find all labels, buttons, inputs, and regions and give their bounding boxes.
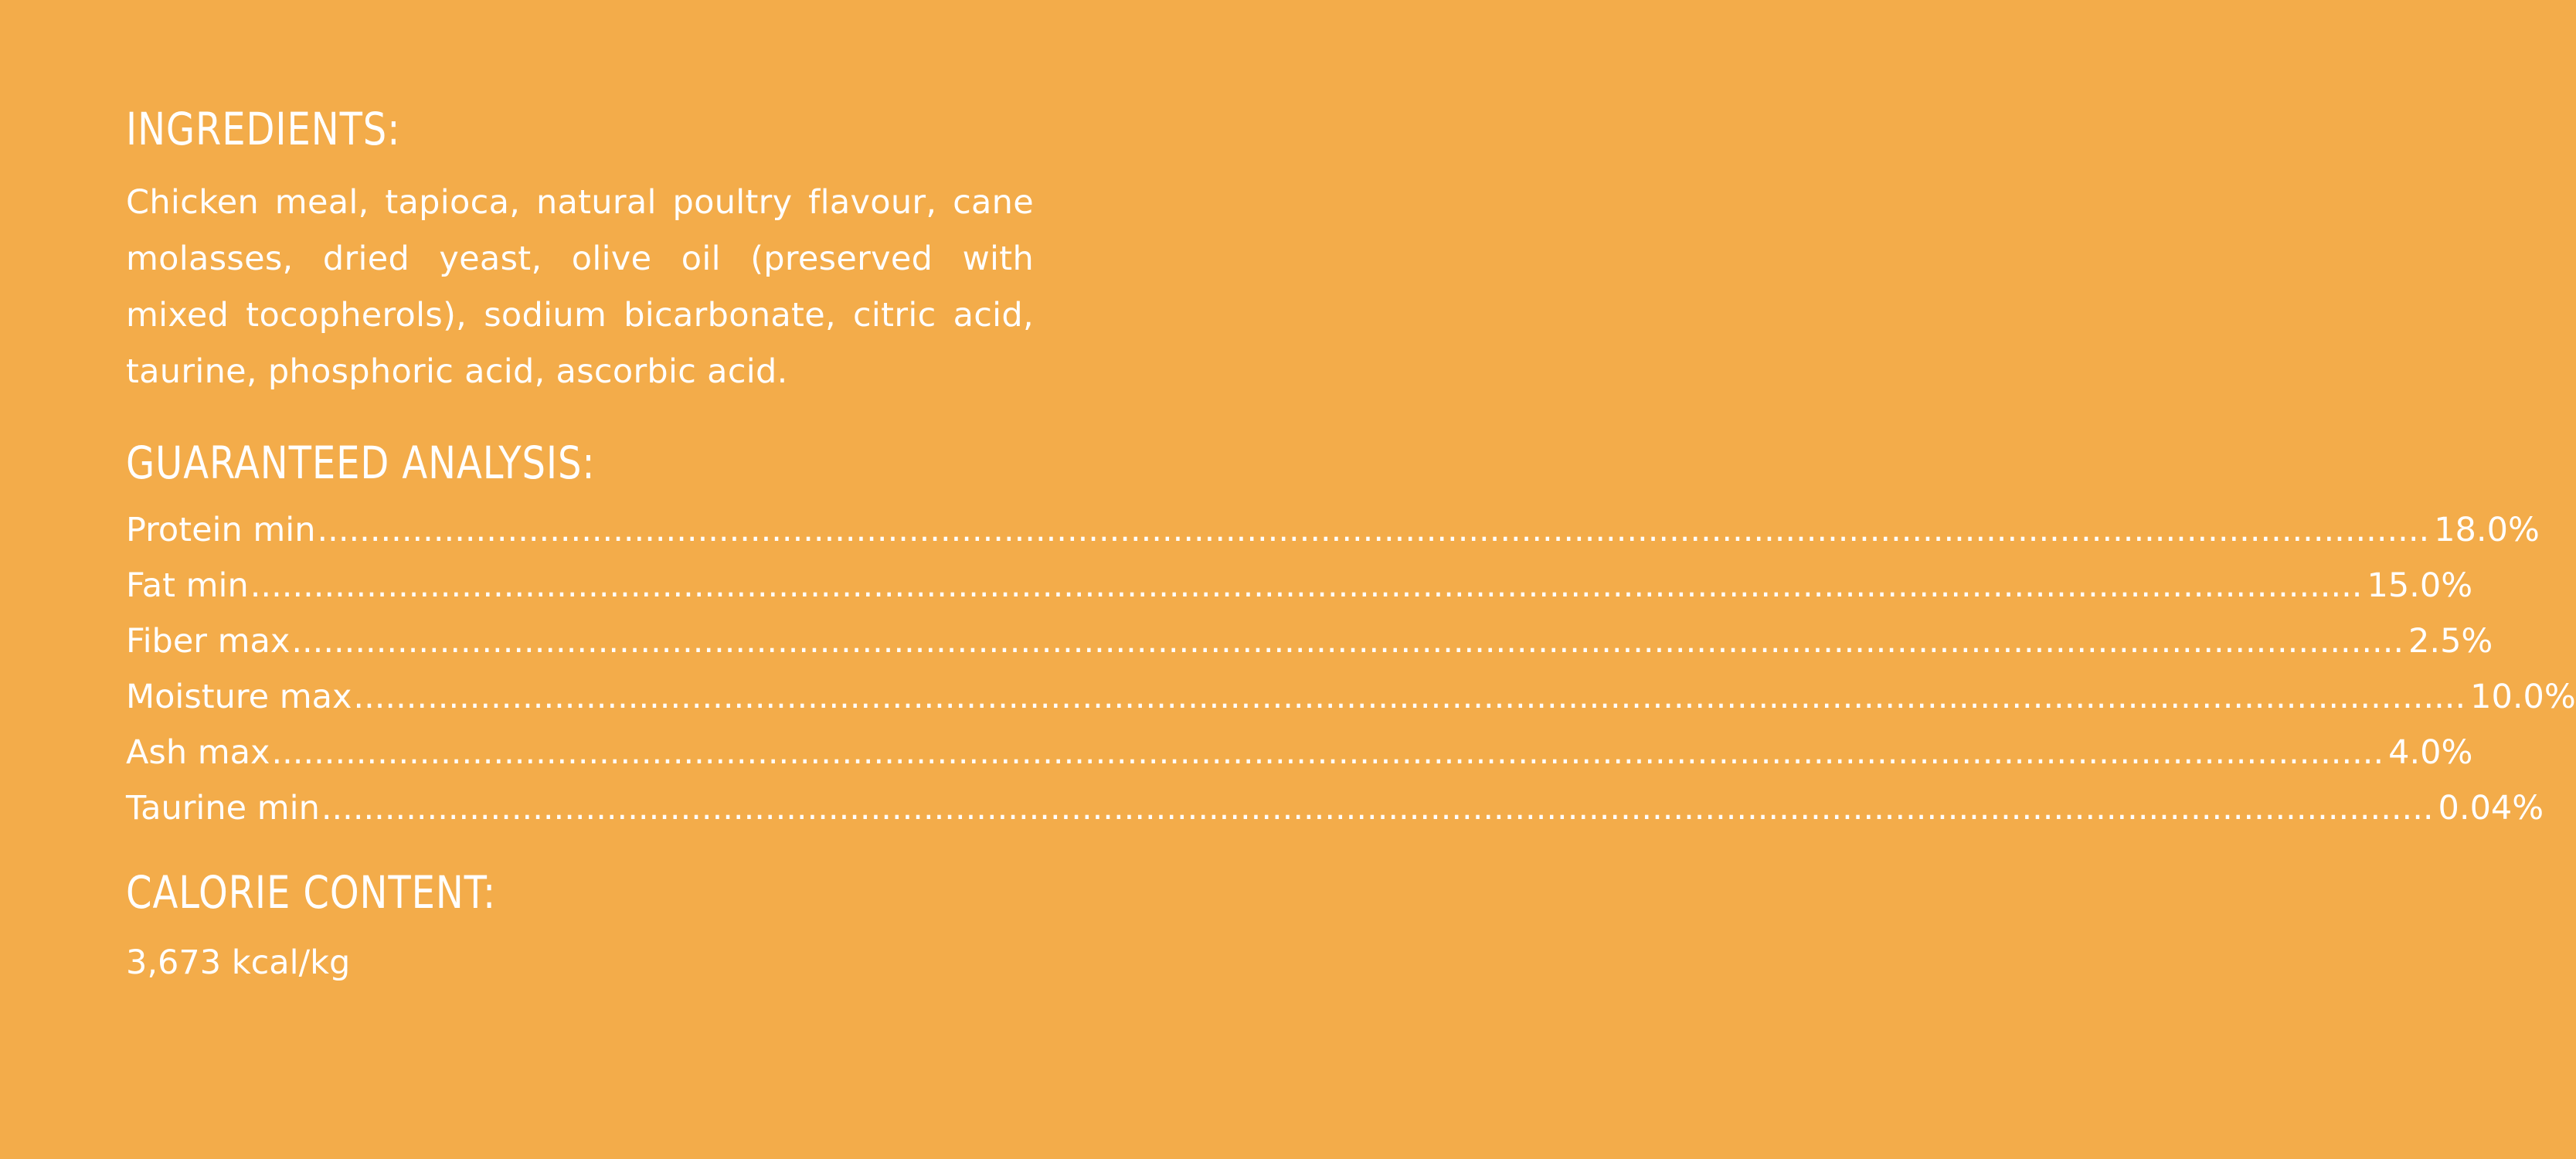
analysis-value: 18.0%: [2434, 511, 2540, 549]
analysis-row-fiber: [126, 613, 2493, 669]
guaranteed-analysis-list: [126, 502, 2576, 836]
analysis-row-fat: [126, 558, 2473, 613]
calorie-content-heading: CALORIE CONTENT:: [126, 866, 497, 919]
analysis-label: Ash max: [126, 733, 270, 772]
dot-leader: ........................................................................................................................................................................................................: [291, 622, 2404, 661]
analysis-row-moisture: [126, 669, 2576, 725]
analysis-value: 4.0%: [2388, 733, 2473, 772]
calorie-content-value: 3,673 kcal/kg: [126, 943, 351, 982]
dot-leader: ........................................................................................................................................................................................................: [321, 789, 2434, 828]
analysis-value: 2.5%: [2408, 622, 2493, 661]
analysis-label: Protein min: [126, 511, 316, 549]
analysis-label: Fiber max: [126, 622, 291, 661]
analysis-label: Taurine min: [126, 789, 320, 828]
analysis-row-protein: [126, 502, 2540, 558]
analysis-value: 15.0%: [2367, 566, 2473, 605]
ingredients-heading: INGREDIENTS:: [126, 103, 401, 155]
dot-leader: ........................................................................................................................................................................................................: [250, 566, 2363, 605]
guaranteed-analysis-heading: GUARANTEED ANALYSIS:: [126, 437, 596, 489]
analysis-row-taurine: [126, 780, 2544, 836]
analysis-value: 0.04%: [2438, 789, 2544, 828]
analysis-label: Moisture max: [126, 678, 352, 716]
dot-leader: ........................................................................................................................................................................................................: [271, 733, 2384, 772]
analysis-label: Fat min: [126, 566, 249, 605]
analysis-row-ash: [126, 725, 2473, 780]
ingredients-text: Chicken meal, tapioca, natural poultry flavour, cane molasses, dried yeast, olive oil (preserved with mixed tocopherols), sodium bicarbonate, citric acid, taurine, phosphoric acid, ascorbic acid.: [126, 183, 1034, 391]
dot-leader: ........................................................................................................................................................................................................: [317, 511, 2430, 549]
dot-leader: ........................................................................................................................................................................................................: [353, 678, 2466, 716]
analysis-value: 10.0%: [2470, 678, 2576, 716]
